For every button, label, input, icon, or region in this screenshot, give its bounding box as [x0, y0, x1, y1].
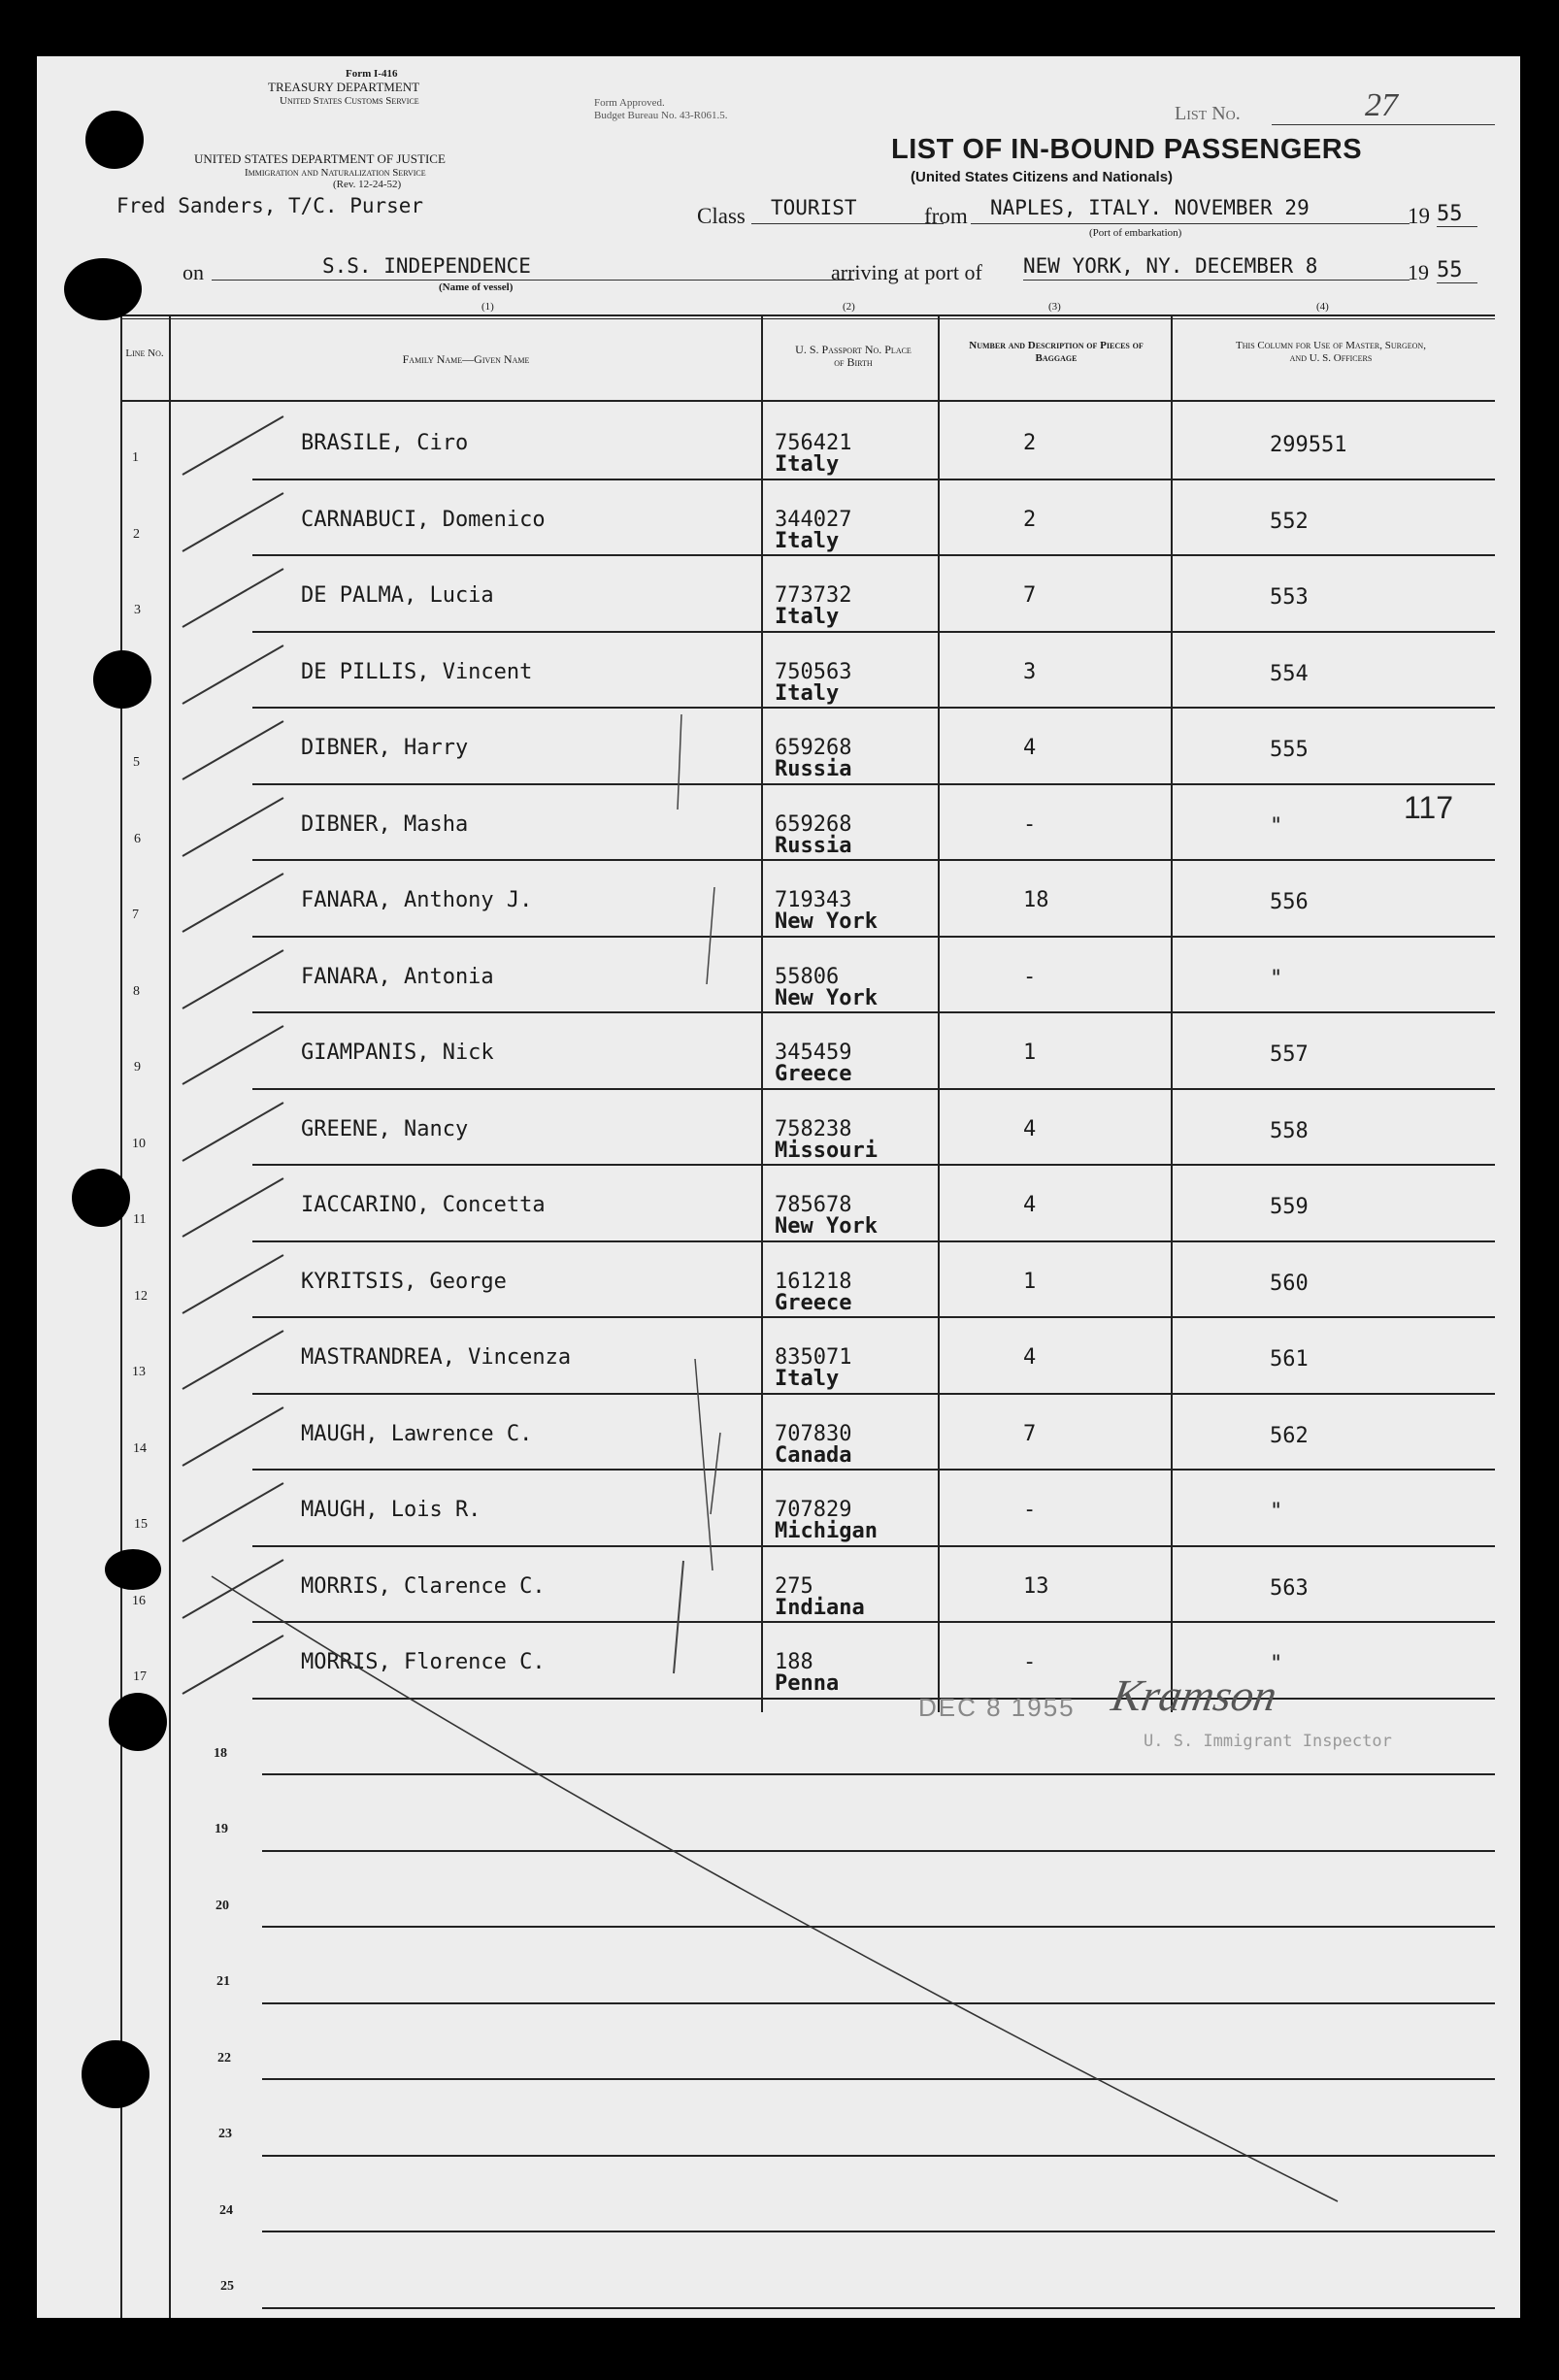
passenger-name: CARNABUCI, Domenico: [301, 507, 546, 532]
baggage-count: 4: [1023, 1116, 1037, 1141]
baggage-count: 18: [1023, 888, 1049, 912]
passenger-name: MORRIS, Clarence C.: [301, 1573, 546, 1599]
officer-number: 563: [1270, 1575, 1309, 1601]
vessel-name: S.S. INDEPENDENCE: [322, 254, 531, 278]
passport-number: 659268: [775, 736, 852, 760]
passenger-name: MAUGH, Lawrence C.: [301, 1421, 533, 1446]
baggage-count: 2: [1023, 507, 1037, 532]
officer-number: 554: [1270, 661, 1309, 686]
place-of-birth: Italy: [775, 528, 840, 553]
form-approved: Form Approved.: [594, 97, 665, 109]
line-number: 15: [134, 1517, 148, 1532]
punch-hole: [105, 1549, 161, 1590]
officer-number: 553: [1270, 585, 1309, 610]
officer-number: 552: [1270, 509, 1309, 534]
officer-number: 562: [1270, 1423, 1309, 1448]
treasury-department: TREASURY DEPARTMENT: [268, 80, 420, 94]
col-num-4: (4): [1316, 301, 1329, 313]
line-number: 13: [132, 1365, 146, 1379]
from-value: NAPLES, ITALY. NOVEMBER 29: [990, 196, 1310, 219]
passport-number: 707829: [775, 1498, 852, 1522]
officer-number: 559: [1270, 1195, 1309, 1219]
arriving-year-prefix: 19: [1408, 260, 1429, 284]
passenger-name: FANARA, Antonia: [301, 964, 494, 989]
baggage-count: 2: [1023, 431, 1037, 455]
passenger-name: FANARA, Anthony J.: [301, 888, 533, 912]
baggage-count: 4: [1023, 736, 1037, 760]
line-number: 14: [133, 1440, 147, 1456]
baggage-count: -: [1023, 811, 1037, 837]
passport-number: 707830: [775, 1421, 852, 1446]
punch-hole: [72, 1169, 130, 1227]
passenger-name: MAUGH, Lois R.: [301, 1498, 481, 1522]
line-number: 20: [216, 1898, 229, 1913]
place-of-birth: New York: [775, 909, 878, 934]
passenger-name: DE PALMA, Lucia: [301, 583, 494, 608]
col-num-1: (1): [481, 301, 494, 313]
class-value: TOURIST: [771, 196, 857, 219]
officer-number: 555: [1270, 738, 1309, 762]
list-no-label: List No.: [1175, 103, 1241, 124]
passport-number: 835071: [775, 1345, 852, 1370]
arriving-label: arriving at port of: [831, 260, 982, 284]
passenger-name: DIBNER, Masha: [301, 811, 469, 837]
port-embark-caption: (Port of embarkation): [1089, 227, 1182, 239]
line-number: 21: [216, 1974, 230, 1989]
punch-hole: [64, 258, 142, 320]
line-number: 19: [215, 1822, 228, 1836]
arriving-year: 55: [1437, 258, 1477, 283]
page-subtitle: (United States Citizens and Nationals): [911, 169, 1174, 185]
line-number: 11: [133, 1212, 147, 1227]
punch-hole: [82, 2040, 149, 2108]
revision-date: (Rev. 12-24-52): [333, 179, 402, 190]
officer-number: 560: [1270, 1271, 1309, 1296]
inspector-signature: Kramson: [1108, 1670, 1281, 1720]
page-title: LIST OF IN-BOUND PASSENGERS: [891, 134, 1363, 165]
line-number: 5: [133, 755, 140, 770]
place-of-birth: Canada: [775, 1442, 852, 1468]
arrival-stamp-date: DEC 8 1955: [918, 1693, 1076, 1722]
place-of-birth: Greece: [775, 1290, 852, 1315]
passport-number: 750563: [775, 659, 852, 684]
line-number: 6: [134, 831, 141, 846]
baggage-count: 1: [1023, 1269, 1037, 1294]
budget-bureau: Budget Bureau No. 43-R061.5.: [594, 110, 728, 121]
on-label: on: [182, 260, 204, 284]
place-of-birth: Italy: [775, 1367, 840, 1391]
place-of-birth: Indiana: [775, 1595, 865, 1620]
officer-number: 558: [1270, 1118, 1309, 1143]
line-number: 23: [218, 2127, 232, 2141]
baggage-count: 7: [1023, 583, 1037, 608]
from-year: 55: [1437, 202, 1477, 227]
officer-number: 561: [1270, 1347, 1309, 1372]
passport-number: 161218: [775, 1269, 852, 1294]
passenger-name: GIAMPANIS, Nick: [301, 1041, 494, 1065]
line-number: 8: [133, 983, 140, 999]
col-num-2: (2): [843, 301, 855, 313]
passport-number: 756421: [775, 431, 852, 455]
ins-service: Immigration and Naturalization Service: [245, 167, 426, 179]
baggage-count: -: [1023, 1650, 1037, 1674]
purser-name: Fred Sanders, T/C. Purser: [116, 194, 424, 217]
line-number: 16: [132, 1593, 146, 1608]
passport-number: 659268: [775, 811, 852, 837]
passport-number: 785678: [775, 1193, 852, 1217]
passport-number: 758238: [775, 1116, 852, 1141]
margin-note: 117: [1404, 790, 1454, 825]
from-year-prefix: 19: [1408, 204, 1430, 228]
passenger-name: GREENE, Nancy: [301, 1116, 469, 1141]
line-number: 25: [220, 2279, 234, 2294]
officer-number: ": [1270, 1500, 1283, 1524]
justice-department: UNITED STATES DEPARTMENT OF JUSTICE: [194, 151, 446, 166]
passport-number: 344027: [775, 507, 852, 532]
class-label: Class: [697, 204, 746, 228]
place-of-birth: Italy: [775, 680, 840, 706]
place-of-birth: Italy: [775, 452, 840, 477]
line-number: 24: [219, 2202, 233, 2218]
baggage-count: -: [1023, 964, 1037, 989]
passenger-name: DIBNER, Harry: [301, 736, 469, 760]
customs-service: United States Customs Service: [280, 95, 419, 107]
place-of-birth: New York: [775, 985, 878, 1010]
cancel-line: [37, 56, 1520, 2318]
passenger-name: MORRIS, Florence C.: [301, 1650, 546, 1674]
passport-number: 345459: [775, 1041, 852, 1065]
col-header-name: Family Name—Given Name: [402, 352, 530, 366]
line-number: 9: [134, 1060, 141, 1074]
col-header-baggage: Number and Description of Pieces of Baggage: [969, 340, 1144, 364]
officer-number: 556: [1270, 890, 1309, 914]
baggage-count: -: [1023, 1498, 1037, 1522]
arriving-value: NEW YORK, NY. DECEMBER 8: [1023, 254, 1318, 278]
baggage-count: 4: [1023, 1345, 1037, 1370]
col-num-3: (3): [1048, 301, 1061, 313]
col-header-officers: This Column for Use of Master, Surgeon, and U. S. Officers: [1236, 340, 1426, 364]
passenger-name: DE PILLIS, Vincent: [301, 659, 533, 684]
place-of-birth: Greece: [775, 1062, 852, 1086]
baggage-count: 1: [1023, 1041, 1037, 1065]
officer-number: 299551: [1270, 433, 1347, 457]
line-number: 1: [132, 450, 139, 465]
punch-hole: [109, 1693, 167, 1751]
place-of-birth: Michigan: [775, 1519, 878, 1543]
punch-hole: [93, 650, 151, 709]
passport-number: 719343: [775, 888, 852, 912]
place-of-birth: Russia: [775, 757, 852, 781]
passenger-name: IACCARINO, Concetta: [301, 1193, 546, 1217]
manifest-page: [37, 56, 1520, 2318]
line-number: 3: [134, 603, 141, 617]
baggage-count: 4: [1023, 1193, 1037, 1217]
from-label: from: [924, 204, 968, 228]
passenger-name: MASTRANDREA, Vincenza: [301, 1345, 572, 1370]
list-no-value: 27: [1365, 87, 1398, 123]
vessel-caption: (Name of vessel): [439, 281, 514, 293]
place-of-birth: Italy: [775, 605, 840, 629]
punch-hole: [85, 111, 144, 169]
line-number: 22: [217, 2050, 231, 2066]
line-number: 7: [132, 908, 139, 922]
col-header-line: Line No.: [125, 347, 164, 359]
baggage-count: 13: [1023, 1573, 1049, 1599]
officer-number: ": [1270, 813, 1283, 839]
inspector-caption: U. S. Immigrant Inspector: [1144, 1732, 1392, 1751]
col-header-passport: U. S. Passport No. Place of Birth: [795, 343, 912, 369]
place-of-birth: Russia: [775, 833, 852, 858]
passenger-name: BRASILE, Ciro: [301, 431, 469, 455]
baggage-count: 7: [1023, 1421, 1037, 1446]
place-of-birth: New York: [775, 1214, 878, 1239]
passport-number: 773732: [775, 583, 852, 608]
line-number: 18: [214, 1745, 227, 1761]
form-number: Form I-416: [346, 68, 398, 80]
place-of-birth: Penna: [775, 1671, 840, 1696]
officer-number: 557: [1270, 1042, 1309, 1067]
baggage-count: 3: [1023, 659, 1037, 684]
passport-number: 275: [775, 1573, 813, 1599]
passenger-name: KYRITSIS, George: [301, 1269, 507, 1294]
line-number: 10: [132, 1136, 146, 1151]
passport-number: 55806: [775, 964, 840, 989]
officer-number: ": [1270, 1652, 1283, 1676]
line-number: 12: [134, 1288, 148, 1304]
line-number: 2: [133, 526, 140, 542]
officer-number: ": [1270, 966, 1283, 991]
passport-number: 188: [775, 1650, 813, 1674]
place-of-birth: Missouri: [775, 1138, 878, 1163]
line-number: 17: [133, 1669, 147, 1684]
